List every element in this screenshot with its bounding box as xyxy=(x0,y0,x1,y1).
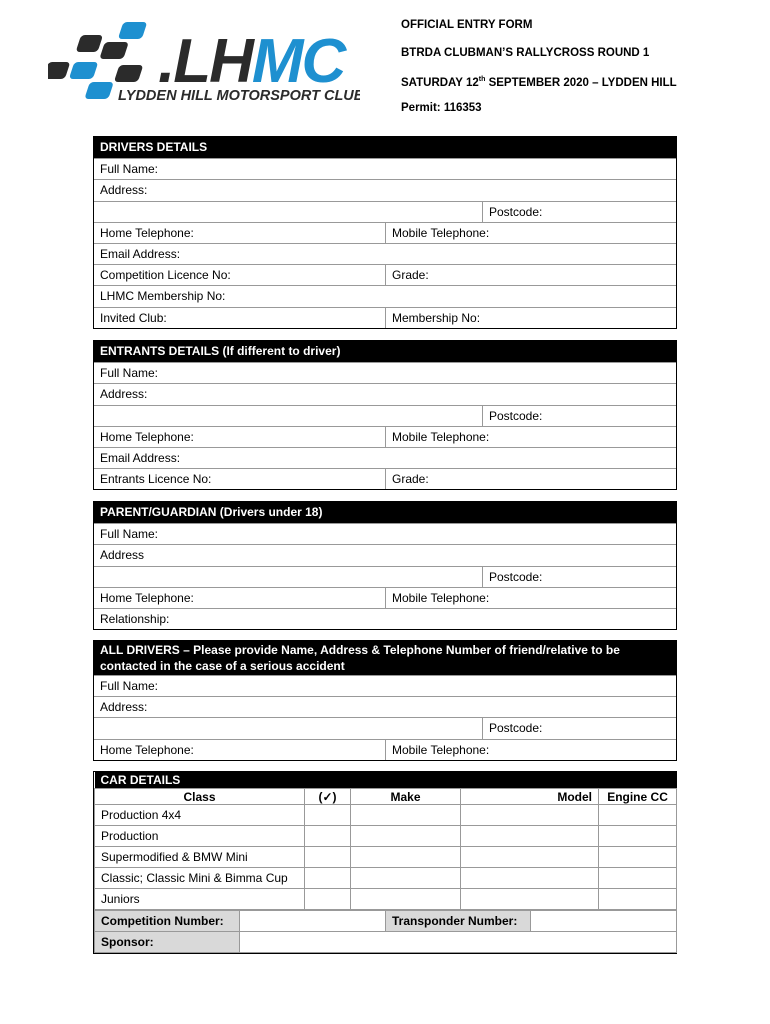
section-title: PARENT/GUARDIAN (Drivers under 18) xyxy=(94,502,676,523)
section-title: CAR DETAILS xyxy=(95,772,677,789)
car-table-header xyxy=(95,789,677,805)
emergency-contact-section xyxy=(93,640,677,761)
entrant-full-name-field[interactable]: Full Name: xyxy=(94,362,676,383)
driver-club-row xyxy=(94,307,676,328)
section-title: ENTRANTS DETAILS (If different to driver) xyxy=(94,341,676,362)
header-event-name: BTRDA CLUBMAN’S RALLYCROSS ROUND 1 xyxy=(401,46,650,59)
driver-address-line2-field[interactable] xyxy=(94,202,483,222)
driver-email-field[interactable]: Email Address: xyxy=(94,243,676,264)
driver-postcode-field[interactable]: Postcode: xyxy=(489,204,543,219)
model-input[interactable] xyxy=(461,889,599,910)
tick-column-header: (✓) xyxy=(305,789,351,805)
sponsor-row xyxy=(95,932,677,953)
make-input[interactable] xyxy=(351,868,461,889)
model-input[interactable] xyxy=(461,805,599,826)
entrant-licence-field[interactable]: Entrants Licence No: xyxy=(94,469,386,489)
parent-guardian-section xyxy=(93,501,677,630)
header-event-date: SATURDAY 12th SEPTEMBER 2020 – LYDDEN HILL xyxy=(401,76,677,89)
header-permit: Permit: 116353 xyxy=(401,101,482,114)
logo-brand-text: .LHMC xyxy=(158,27,345,96)
entrant-postcode-row xyxy=(94,405,676,426)
emergency-address-field[interactable]: Address: xyxy=(94,696,676,717)
guardian-postcode-row xyxy=(94,566,676,587)
guardian-mobile-telephone-field[interactable]: Mobile Telephone: xyxy=(392,590,490,605)
class-tick-box[interactable] xyxy=(305,847,351,868)
entrant-postcode-field[interactable]: Postcode: xyxy=(489,408,543,423)
car-class-row: Classic; Classic Mini & Bimma Cup xyxy=(95,868,677,889)
car-class-row: Juniors xyxy=(95,889,677,910)
competition-number-label: Competition Number: xyxy=(95,911,240,932)
emergency-full-name-field[interactable]: Full Name: xyxy=(94,675,676,696)
guardian-address-line2-field[interactable] xyxy=(94,567,483,587)
guardian-telephone-row xyxy=(94,587,676,608)
emergency-home-telephone-field[interactable]: Home Telephone: xyxy=(94,740,386,760)
entrants-details-section xyxy=(93,340,677,490)
entrant-telephone-row xyxy=(94,426,676,447)
car-class-row: Supermodified & BMW Mini xyxy=(95,847,677,868)
form-header xyxy=(401,18,677,128)
emergency-postcode-row xyxy=(94,717,676,738)
model-input[interactable] xyxy=(461,868,599,889)
engine-cc-column-header: Engine CC xyxy=(599,789,677,805)
emergency-mobile-telephone-field[interactable]: Mobile Telephone: xyxy=(392,742,490,757)
emergency-telephone-row xyxy=(94,739,676,760)
entrant-grade-field[interactable]: Grade: xyxy=(392,472,429,487)
model-input[interactable] xyxy=(461,826,599,847)
emergency-postcode-field[interactable]: Postcode: xyxy=(489,721,543,736)
guardian-full-name-field[interactable]: Full Name: xyxy=(94,523,676,544)
driver-postcode-row xyxy=(94,201,676,222)
section-title: ALL DRIVERS – Please provide Name, Address & Telephone Number of friend/relative to be contacted in the case of a serious accident xyxy=(94,641,676,675)
entrant-address-line2-field[interactable] xyxy=(94,406,483,426)
make-column-header: Make xyxy=(351,789,461,805)
transponder-number-input[interactable] xyxy=(531,911,677,932)
class-tick-box[interactable] xyxy=(305,868,351,889)
car-class-row: Production xyxy=(95,826,677,847)
entrant-email-field[interactable]: Email Address: xyxy=(94,447,676,468)
header-form-title: OFFICIAL ENTRY FORM xyxy=(401,19,533,31)
engine-cc-input[interactable] xyxy=(599,805,677,826)
driver-full-name-field[interactable]: Full Name: xyxy=(94,158,676,179)
driver-lhmc-membership-field[interactable]: LHMC Membership No: xyxy=(94,285,676,306)
driver-address-field[interactable]: Address: xyxy=(94,179,676,200)
class-tick-box[interactable] xyxy=(305,889,351,910)
engine-cc-input[interactable] xyxy=(599,847,677,868)
competition-transponder-row xyxy=(95,911,677,932)
sponsor-input[interactable] xyxy=(240,932,677,953)
class-tick-box[interactable] xyxy=(305,826,351,847)
model-column-header: Model xyxy=(461,789,599,805)
car-class-row: Production 4x4 xyxy=(95,805,677,826)
guardian-relationship-field[interactable]: Relationship: xyxy=(94,608,676,629)
class-column-header: Class xyxy=(95,789,305,805)
entrant-address-field[interactable]: Address: xyxy=(94,383,676,404)
section-title: DRIVERS DETAILS xyxy=(94,137,676,158)
make-input[interactable] xyxy=(351,805,461,826)
engine-cc-input[interactable] xyxy=(599,826,677,847)
driver-licence-field[interactable]: Competition Licence No: xyxy=(94,265,386,285)
sponsor-label: Sponsor: xyxy=(95,932,240,953)
make-input[interactable] xyxy=(351,847,461,868)
car-details-table xyxy=(94,772,677,910)
competition-number-input[interactable] xyxy=(240,911,386,932)
drivers-details-section xyxy=(93,136,677,329)
car-numbers-table xyxy=(94,910,677,953)
guardian-postcode-field[interactable]: Postcode: xyxy=(489,569,543,584)
make-input[interactable] xyxy=(351,889,461,910)
driver-mobile-telephone-field[interactable]: Mobile Telephone: xyxy=(392,225,490,240)
logo-club-name: LYDDEN HILL MOTORSPORT CLUB xyxy=(118,88,360,104)
entrant-mobile-telephone-field[interactable]: Mobile Telephone: xyxy=(392,429,490,444)
driver-invited-club-field[interactable]: Invited Club: xyxy=(94,308,386,328)
model-input[interactable] xyxy=(461,847,599,868)
transponder-number-label: Transponder Number: xyxy=(386,911,531,932)
driver-membership-no-field[interactable]: Membership No: xyxy=(392,310,481,325)
driver-telephone-row xyxy=(94,222,676,243)
engine-cc-input[interactable] xyxy=(599,868,677,889)
car-details-section xyxy=(93,771,677,954)
entrant-home-telephone-field[interactable]: Home Telephone: xyxy=(94,427,386,447)
driver-grade-field[interactable]: Grade: xyxy=(392,268,429,283)
entrant-licence-row xyxy=(94,468,676,489)
driver-licence-row xyxy=(94,264,676,285)
guardian-home-telephone-field[interactable]: Home Telephone: xyxy=(94,588,386,608)
driver-home-telephone-field[interactable]: Home Telephone: xyxy=(94,223,386,243)
guardian-address-field[interactable]: Address xyxy=(94,544,676,565)
lhmc-logo xyxy=(48,20,360,106)
engine-cc-input[interactable] xyxy=(599,889,677,910)
make-input[interactable] xyxy=(351,826,461,847)
logo-graphic xyxy=(48,20,360,106)
emergency-address-line2-field[interactable] xyxy=(94,718,483,738)
class-tick-box[interactable] xyxy=(305,805,351,826)
